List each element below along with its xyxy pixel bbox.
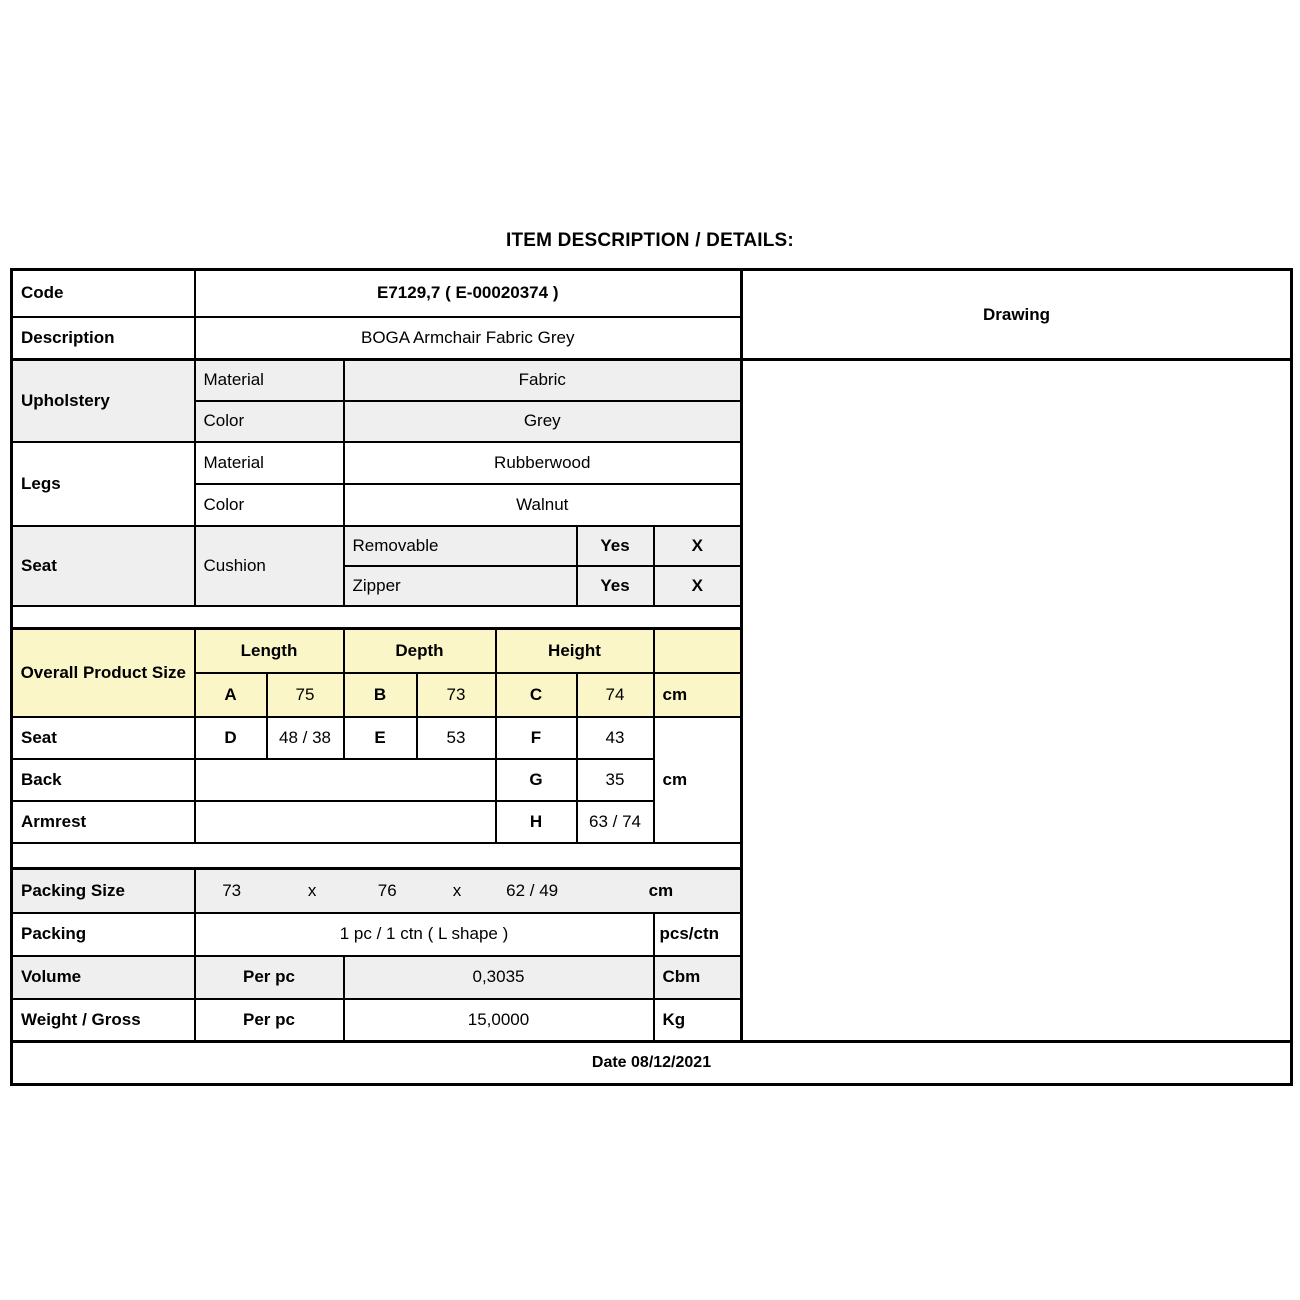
size-key-e: E xyxy=(344,717,417,759)
size-val-e: 53 xyxy=(417,717,496,759)
zipper-yes: Yes xyxy=(577,566,654,606)
packing-dim3: 62 / 49 xyxy=(506,880,559,900)
size-key-b: B xyxy=(344,673,417,717)
code-label: Code xyxy=(12,270,195,317)
size-key-h: H xyxy=(496,801,577,843)
volume-value: 0,3035 xyxy=(344,956,654,999)
removable-label: Removable xyxy=(344,526,577,566)
packing-size-label: Packing Size xyxy=(12,869,195,913)
packing-size-values xyxy=(195,869,742,913)
size-val-h: 63 / 74 xyxy=(577,801,654,843)
legs-material-label: Material xyxy=(195,442,344,484)
seat-size-label: Seat xyxy=(12,717,195,759)
armrest-label: Armrest xyxy=(12,801,195,843)
zipper-mark: X xyxy=(654,566,742,606)
size-key-g: G xyxy=(496,759,577,801)
removable-yes: Yes xyxy=(577,526,654,566)
legs-color-value: Walnut xyxy=(344,484,742,526)
description-value: BOGA Armchair Fabric Grey xyxy=(195,317,742,360)
weight-per-pc: Per pc xyxy=(195,999,344,1042)
packing-sep1: x xyxy=(307,880,317,900)
size-key-c: C xyxy=(496,673,577,717)
upholstery-color-label: Color xyxy=(195,401,344,442)
code-value: E7129,7 ( E-00020374 ) xyxy=(195,270,742,317)
size-val-g: 35 xyxy=(577,759,654,801)
upholstery-label: Upholstery xyxy=(12,360,195,442)
page-title: ITEM DESCRIPTION / DETAILS: xyxy=(506,230,794,251)
seat-label: Seat xyxy=(12,526,195,606)
spacer-row xyxy=(12,606,742,629)
size-val-c: 74 xyxy=(577,673,654,717)
removable-mark: X xyxy=(654,526,742,566)
legs-label: Legs xyxy=(12,442,195,526)
drawing-cell xyxy=(742,360,1292,1042)
packing-value: 1 pc / 1 ctn ( L shape ) xyxy=(195,913,654,956)
volume-label: Volume xyxy=(12,956,195,999)
legs-color-label: Color xyxy=(195,484,344,526)
size-val-a: 75 xyxy=(267,673,344,717)
depth-header: Depth xyxy=(344,629,496,673)
packing-sep2: x xyxy=(452,880,462,900)
drawing-header: Drawing xyxy=(742,270,1292,360)
size-unit-top: cm xyxy=(654,673,742,717)
size-key-d: D xyxy=(195,717,267,759)
spacer-row xyxy=(12,843,742,869)
packing-unit: pcs/ctn xyxy=(654,913,742,956)
upholstery-material-value: Fabric xyxy=(344,360,742,401)
size-val-d: 48 / 38 xyxy=(267,717,344,759)
size-key-f: F xyxy=(496,717,577,759)
zipper-label: Zipper xyxy=(344,566,577,606)
upholstery-material-label: Material xyxy=(195,360,344,401)
cushion-label: Cushion xyxy=(195,526,344,606)
size-val-b: 73 xyxy=(417,673,496,717)
size-header-empty xyxy=(654,629,742,673)
upholstery-color-value: Grey xyxy=(344,401,742,442)
size-section-label: Overall Product Size xyxy=(12,629,195,717)
packing-label: Packing xyxy=(12,913,195,956)
date-row: Date 08/12/2021 xyxy=(12,1042,1292,1085)
armrest-empty xyxy=(195,801,496,843)
volume-unit: Cbm xyxy=(654,956,742,999)
back-empty xyxy=(195,759,496,801)
size-unit-bottom: cm xyxy=(654,717,742,843)
weight-unit: Kg xyxy=(654,999,742,1042)
height-header: Height xyxy=(496,629,654,673)
packing-dim2: 76 xyxy=(377,880,397,900)
packing-dim1: 73 xyxy=(222,880,242,900)
legs-material-value: Rubberwood xyxy=(344,442,742,484)
volume-per-pc: Per pc xyxy=(195,956,344,999)
weight-value: 15,0000 xyxy=(344,999,654,1042)
spec-table xyxy=(10,268,1293,1086)
description-label: Description xyxy=(12,317,195,360)
packing-size-unit: cm xyxy=(648,880,674,900)
weight-label: Weight / Gross xyxy=(12,999,195,1042)
length-header: Length xyxy=(195,629,344,673)
size-val-f: 43 xyxy=(577,717,654,759)
size-key-a: A xyxy=(195,673,267,717)
back-label: Back xyxy=(12,759,195,801)
